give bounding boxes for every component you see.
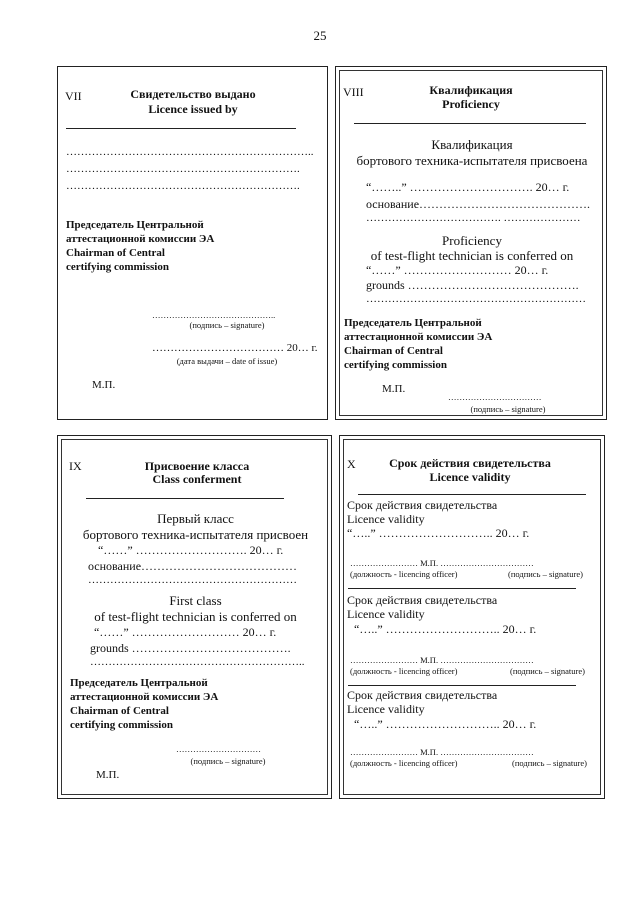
signature-label: (подпись – signature): [190, 756, 266, 766]
card-numeral: IX: [69, 459, 82, 473]
signature-dots: ……………………………………..: [152, 310, 276, 320]
seal-mark: М.П.: [92, 379, 116, 391]
validity-date: “…..” ……………………….. 20… г.: [354, 622, 537, 636]
date-ru: “……..” …………………………. 20… г.: [366, 180, 570, 194]
card-numeral: VIII: [343, 85, 364, 99]
chairman-ru-1: Председатель Центральной: [70, 677, 208, 689]
title-underline: [354, 123, 586, 124]
body-ru-2: бортового техника-испытателя присвоена: [356, 153, 588, 168]
validity-label-en: Licence validity: [347, 607, 425, 621]
card-title-ru: Срок действия свидетельства: [389, 456, 551, 470]
chairman-ru-2: аттестационной комиссии ЭА: [66, 233, 215, 245]
grounds-ru: основание…………………………………….: [366, 197, 591, 211]
title-underline: [86, 498, 284, 499]
chairman-en-1: Chairman of Central: [66, 247, 165, 259]
seal-mark: М.П.: [382, 383, 406, 395]
signature-label: (подпись – signature): [510, 666, 585, 676]
dotted-line-1: …………………………………………………………..: [66, 146, 314, 158]
dotted-line-2: ……………………………………………………….: [66, 163, 300, 175]
officer-label: (должность - licencing officer): [350, 666, 458, 676]
card-title-ru: Присвоение класса: [144, 459, 250, 473]
page-number: 25: [313, 28, 327, 43]
title-underline: [358, 494, 586, 495]
issue-date-label: (дата выдачи – date of issue): [176, 356, 278, 366]
officer-signature-line: …………………… М.П. ……………………………: [350, 558, 534, 568]
card-title-ru: Свидетельство выдано: [130, 87, 256, 101]
chairman-en-1: Chairman of Central: [344, 345, 443, 357]
body-ru-2: бортового техника-испытателя присвоен: [82, 527, 309, 542]
officer-label: (должность - licencing officer): [350, 569, 458, 579]
chairman-ru-2: аттестационной комиссии ЭА: [70, 691, 219, 703]
chairman-ru-1: Председатель Центральной: [66, 219, 204, 231]
validity-label-ru: Срок действия свидетельства: [347, 498, 498, 512]
signature-label: (подпись – signature): [512, 758, 587, 768]
grounds-en: grounds …………………………………….: [366, 278, 579, 292]
dots-ru: …………………………………………………: [88, 574, 297, 586]
dots-ru: ………………………………. …………………: [366, 212, 581, 224]
entry-divider: [348, 685, 576, 686]
dots-en: …………………………………………………..: [90, 656, 305, 668]
card-numeral: X: [347, 457, 356, 471]
card-licence-issued-by: [57, 66, 328, 420]
date-en: “……” ……………………… 20… г.: [366, 263, 549, 277]
card-title-en: Licence validity: [429, 470, 511, 484]
card-licence-validity: [339, 435, 605, 799]
validity-label-ru: Срок действия свидетельства: [347, 688, 498, 702]
chairman-ru-2: аттестационной комиссии ЭА: [344, 331, 493, 343]
dotted-line-3: ……………………………………………………….: [66, 180, 300, 192]
grounds-en: grounds ………………………………….: [90, 641, 291, 655]
card-title-en: Licence issued by: [148, 102, 238, 116]
dots-en: ……………………………………………………: [366, 293, 586, 305]
chairman-ru-1: Председатель Центральной: [344, 317, 482, 329]
validity-label-en: Licence validity: [347, 702, 425, 716]
card-title-en: Proficiency: [442, 97, 500, 111]
validity-date: “…..” ……………………….. 20… г.: [354, 717, 537, 731]
card-numeral: VII: [65, 89, 82, 103]
issue-date-line: ……………………………… 20… г.: [152, 342, 318, 354]
grounds-ru: основание…………………………………: [88, 559, 298, 573]
validity-date: “…..” ……………………….. 20… г.: [347, 526, 530, 540]
signature-dots: ……………………………: [448, 392, 542, 402]
body-en-1: First class: [169, 593, 222, 608]
officer-label: (должность - licencing officer): [350, 758, 458, 768]
date-en: “……” ……………………… 20… г.: [94, 625, 277, 639]
card-proficiency: [335, 66, 607, 420]
title-underline: [66, 128, 296, 129]
card-title-ru: Квалификация: [429, 83, 513, 97]
body-en-2: of test-flight technician is conferred on: [370, 248, 574, 263]
date-ru: “……” ………………………. 20… г.: [98, 543, 284, 557]
chairman-en-1: Chairman of Central: [70, 705, 169, 717]
validity-label-ru: Срок действия свидетельства: [347, 593, 498, 607]
body-en-1: Proficiency: [442, 233, 502, 248]
officer-signature-line: …………………… М.П. ……………………………: [350, 747, 534, 757]
validity-label-en: Licence validity: [347, 512, 425, 526]
chairman-en-2: certifying commission: [344, 359, 447, 371]
card-class-conferment: [57, 435, 332, 799]
signature-label: (подпись – signature): [470, 404, 546, 414]
body-ru-1: Квалификация: [431, 137, 513, 152]
officer-signature-line: …………………… М.П. ……………………………: [350, 655, 534, 665]
body-ru-1: Первый класс: [157, 511, 234, 526]
seal-mark: М.П.: [96, 769, 120, 781]
signature-label: (подпись – signature): [508, 569, 583, 579]
signature-dots: …………………………: [176, 744, 261, 754]
body-en-2: of test-flight technician is conferred on: [94, 609, 297, 624]
chairman-en-2: certifying commission: [70, 719, 173, 731]
chairman-en-2: certifying commission: [66, 261, 169, 273]
signature-label: (подпись – signature): [189, 320, 265, 330]
entry-divider: [348, 588, 576, 589]
card-title-en: Class conferment: [152, 472, 242, 486]
